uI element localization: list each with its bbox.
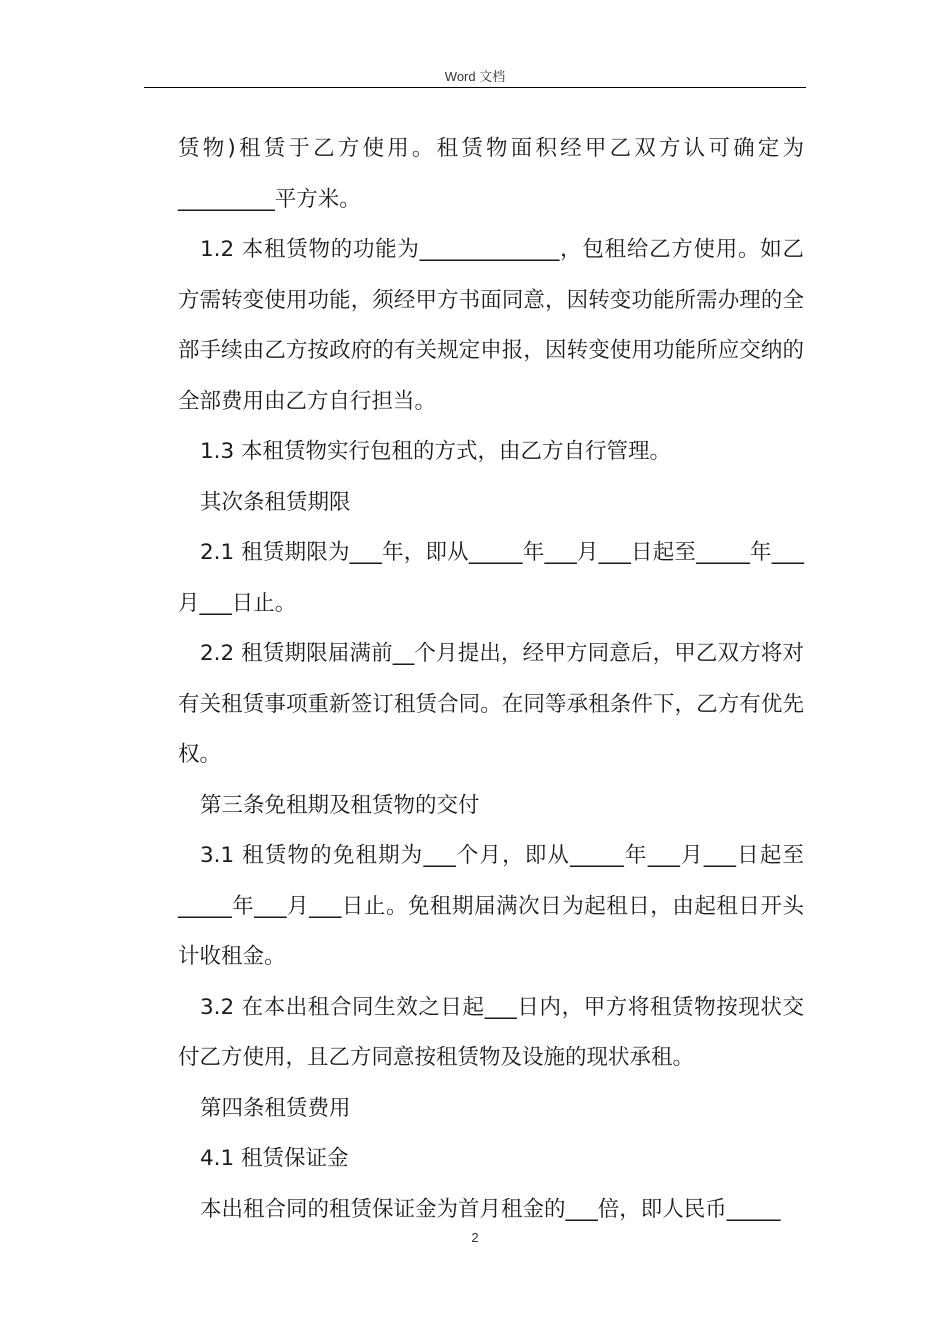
- paragraph: 2.1 租赁期限为___年，即从_____年___月___日起至_____年___月___日止。: [178, 540, 804, 616]
- paragraph: 赁物)租赁于乙方使用。租赁物面积经甲乙双方认可确定为_________平方米。: [178, 136, 804, 212]
- paragraph: 3.1 租赁物的免租期为___个月，即从_____年___月___日起至_____年___月___日止。免租期届满次日为起租日，由起租日开头计收租金。: [178, 843, 804, 969]
- paragraph: 本出租合同的租赁保证金为首月租金的___倍，即人民币_____: [200, 1196, 781, 1222]
- document-body: [178, 124, 804, 1235]
- paragraph: 3.2 在本出租合同生效之日起___日内，甲方将租赁物按现状交付乙方使用，且乙方同意按租赁物及设施的现状承租。: [178, 994, 804, 1070]
- section-heading: 第三条免租期及租赁物的交付: [200, 792, 480, 818]
- paragraph: 1.3 本租赁物实行包租的方式，由乙方自行管理。: [200, 439, 672, 464]
- page-number: 2: [471, 1230, 479, 1245]
- section-heading: 其次条租赁期限: [200, 489, 351, 515]
- page-header: Word 文档: [444, 69, 506, 84]
- paragraph: 1.2 本租赁物的功能为_____________，包租给乙方使用。如乙方需转变使用功能，须经甲方书面同意，因转变功能所需办理的全部手续由乙方按政府的有关规定申报，因转变使用功能所应交纳的全部费用由乙方自行担当。: [178, 237, 804, 414]
- section-heading: 第四条租赁费用: [200, 1095, 351, 1121]
- subsection-heading: 4.1 租赁保证金: [200, 1146, 349, 1171]
- paragraph: 2.2 租赁期限届满前__个月提出，经甲方同意后，甲乙双方将对有关租赁事项重新签订租赁合同。在同等承租条件下，乙方有优先权。: [178, 641, 804, 767]
- header-divider: [144, 87, 806, 88]
